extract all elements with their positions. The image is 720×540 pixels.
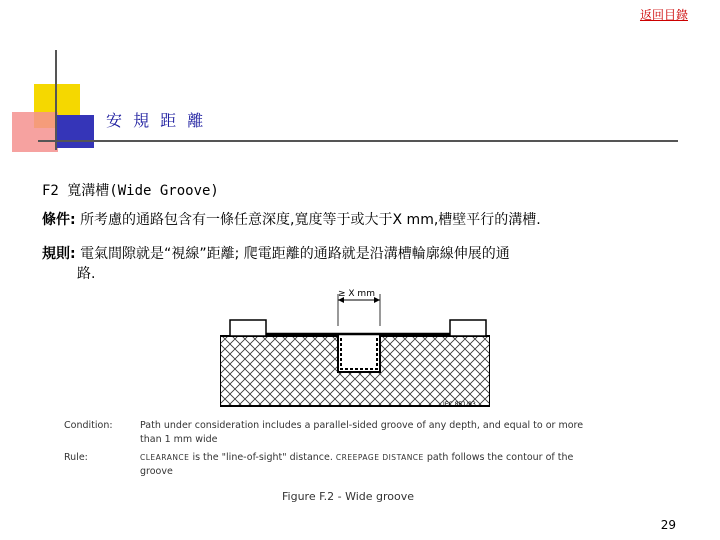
rule-label: 規則: <box>42 246 76 262</box>
decor-horizontal-rule <box>38 140 678 142</box>
creepage-path <box>341 338 377 369</box>
rule-text: 電氣間隙就是“視線”距離; 爬電距離的通路就是沿溝槽輪廓線伸展的通 <box>80 246 510 262</box>
legend-condition-text-cont: than 1 mm wide <box>140 434 218 445</box>
figure-caption: Figure F.2 - Wide groove <box>282 490 415 503</box>
page-number: 29 <box>660 518 676 532</box>
right-conductor <box>450 320 486 336</box>
rule-paragraph <box>42 244 682 284</box>
condition-label: 條件: <box>42 212 76 228</box>
left-conductor <box>230 320 266 336</box>
legend-rule-text <box>140 452 670 463</box>
wide-groove-diagram <box>220 284 490 409</box>
insulation-body <box>220 336 490 406</box>
legend-condition-text: Path under consideration includes a parallel-sided groove of any depth, and equal to or more <box>140 420 584 431</box>
legend-rule-text-cont: groove <box>140 466 173 477</box>
decor-red-square <box>12 112 58 152</box>
legend-rule-text-a: is the "line-of-sight" distance. <box>192 452 333 463</box>
decor-vertical-line <box>55 50 57 150</box>
rule-text-continued: 路. <box>77 266 96 282</box>
figure-code: IEC 851/93 <box>443 401 476 408</box>
legend-rule-text-b: path follows the contour of the <box>426 452 574 463</box>
back-to-contents-link[interactable]: 返回目錄 <box>639 8 688 22</box>
legend-clearance-term: CLEARANCE <box>140 453 190 462</box>
condition-paragraph <box>42 210 682 230</box>
section-heading: F2 寬溝槽(Wide Groove) <box>42 183 219 199</box>
section-title: 安 規 距 離 <box>106 111 207 130</box>
decor-blue-square <box>56 115 94 148</box>
legend-creepage-term: CREEPAGE DISTANCE <box>335 453 424 462</box>
condition-text: 所考慮的通路包含有一條任意深度,寬度等于或大于X mm,槽壁平行的溝槽. <box>80 212 541 228</box>
dimension-label: ≥ X mm <box>338 289 375 299</box>
legend-rule-label: Rule: <box>64 452 88 463</box>
legend-condition-label: Condition: <box>64 420 113 431</box>
